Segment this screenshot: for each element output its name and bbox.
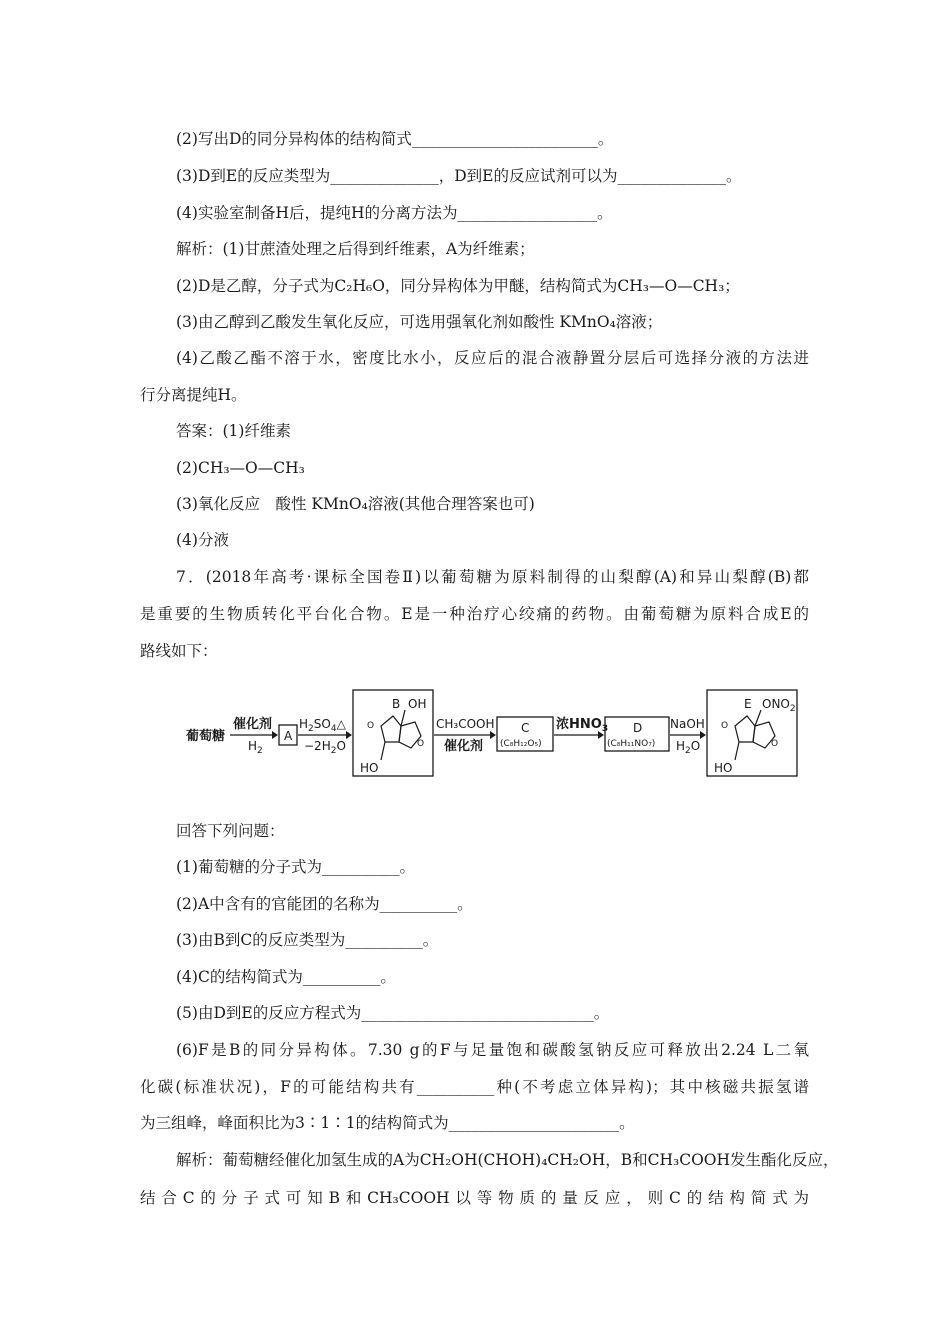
- q7-intro-1: 7．(2018年高考·课标全国卷Ⅱ)以葡萄糖为原料制得的山梨醇(A)和异山梨醇(B)都: [176, 568, 809, 586]
- synthesis-scheme: [186, 688, 806, 780]
- svg-text:O: O: [367, 721, 375, 731]
- e-ono2: $ONO_2$: [762, 697, 796, 714]
- naoh-label: NaOH: [670, 717, 705, 731]
- acetic-acid-label: CH₃COOH: [436, 717, 495, 731]
- compound-e-structure: [735, 710, 775, 760]
- question-3: (3)D到E的反应类型为______________，D到E的反应试剂可以为______________。: [176, 167, 742, 185]
- q7-3: (3)由B到C的反应类型为__________。: [176, 931, 439, 949]
- q7-6: (6)F是B的同分异构体。7.30 g的F与足量饱和碳酸氢钠反应可释放出2.24 L二氧: [176, 1041, 809, 1059]
- question-2: (2)写出D的同分异构体的结构简式________________________。: [176, 130, 614, 148]
- c-formula: (C₈H₁₂O₅): [500, 739, 542, 749]
- compound-a: A: [284, 729, 293, 743]
- analysis-3: (3)由乙醇到乙酸发生氧化反应，可选用强氧化剂如酸性 KMnO₄溶液；: [176, 313, 663, 331]
- q7-1: (1)葡萄糖的分子式为__________。: [176, 858, 415, 876]
- d-label: D: [633, 721, 643, 735]
- analysis-2: (2)D是乙醇，分子式为C₂H₆O，同分异构体为甲醚，结构简式为CH₃—O—CH₃；: [176, 277, 740, 295]
- b-label: B: [392, 697, 401, 711]
- h2so4-label: $H_2SO_4\triangle$: [299, 717, 346, 734]
- q7-analysis-2: 结合C的分子式可知B和CH₃COOH以等物质的量反应，则C的结构简式为: [140, 1189, 809, 1207]
- q7-5: (5)由D到E的反应方程式为______________________________。: [176, 1004, 610, 1022]
- q7-analysis-1: 解析：葡萄糖经催化加氢生成的A为CH₂OH(CHOH)₄CH₂OH，B和CH₃COOH发生酯化反应，: [176, 1151, 839, 1169]
- q7-prompt: 回答下列问题：: [176, 822, 285, 840]
- answer-1: 答案：(1)纤维素: [176, 422, 291, 440]
- svg-text:H2: $H_2$: [248, 739, 263, 756]
- c-label: C: [521, 721, 530, 735]
- svg-text:O: O: [771, 739, 779, 749]
- catalyst-label: 催化剂: [233, 717, 273, 732]
- svg-text:O: O: [417, 739, 425, 749]
- q7-2: (2)A中含有的官能团的名称为__________。: [176, 895, 473, 913]
- water-label: $H_2O$: [676, 739, 701, 756]
- question-4: (4)实验室制备H后，提纯H的分离方法为__________________。: [176, 204, 613, 222]
- svg-text:O: O: [721, 721, 729, 731]
- answer-4: (4)分液: [176, 531, 229, 549]
- compound-b-structure: [381, 710, 421, 760]
- e-label: E: [744, 697, 752, 711]
- analysis-1: 解析：(1)甘蔗渣处理之后得到纤维素，A为纤维素；: [176, 240, 535, 258]
- analysis-4: (4)乙酸乙酯不溶于水，密度比水小，反应后的混合液静置分层后可选择分液的方法进: [176, 349, 809, 367]
- d-formula: (C₈H₁₁NO₇): [607, 739, 656, 749]
- answer-2: (2)CH₃—O—CH₃: [176, 459, 305, 477]
- b-oh: OH: [408, 697, 427, 711]
- q7-6-cont2: 为三组峰，峰面积比为3∶1∶1的结构简式为______________________。: [140, 1114, 635, 1132]
- glucose-label: 葡萄糖: [186, 729, 226, 744]
- e-ho: HO: [714, 761, 733, 775]
- q7-intro-2: 是重要的生物质转化平台化合物。E是一种治疗心绞痛的药物。由葡萄糖为原料合成E的: [140, 605, 809, 623]
- q7-6-cont: 化碳(标准状况)，F的可能结构共有__________种(不考虑立体异构)；其中核磁共振氢谱: [140, 1078, 809, 1096]
- b-ho: HO: [360, 761, 379, 775]
- minus-water-label: $-2H_2O$: [304, 739, 346, 756]
- catalyst-label-2: 催化剂: [444, 739, 484, 754]
- q7-intro-3: 路线如下：: [140, 642, 218, 660]
- answer-3: (3)氧化反应 酸性 KMnO₄溶液(其他合理答案也可): [176, 495, 535, 513]
- q7-4: (4)C的结构简式为__________。: [176, 968, 396, 986]
- nitric-acid-label: 浓$HNO_3$: [556, 717, 609, 734]
- analysis-4-cont: 行分离提纯H。: [140, 386, 247, 404]
